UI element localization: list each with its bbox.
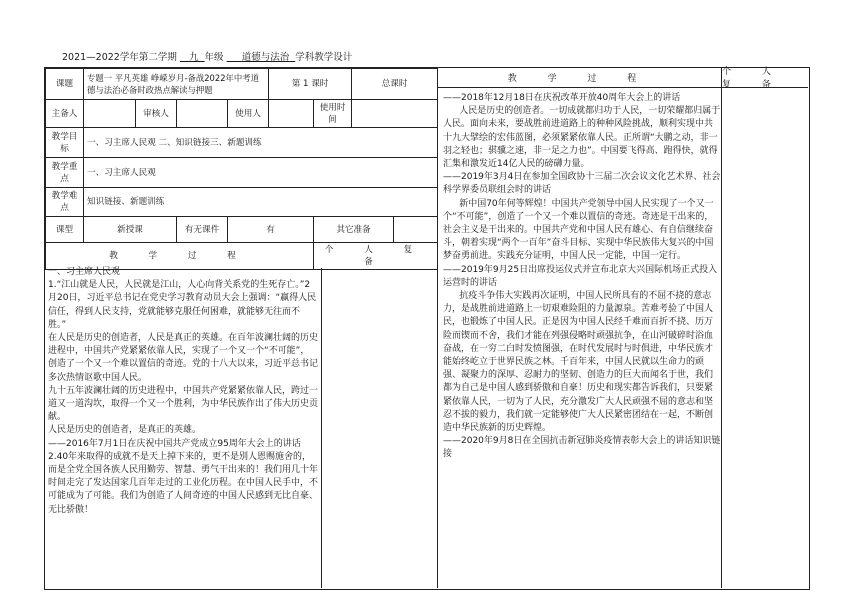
difficulty-value: 知识链接、新题训练 — [84, 188, 438, 217]
left-paragraph: 九十五年波澜壮阔的历史进程中，中国共产党紧紧依靠人民，跨过一道又一道沟坎，取得一个又一个胜利，为中华民族作出了伟大历史贡献。 — [48, 385, 318, 423]
left-process-content — [48, 266, 318, 586]
lesson-type-value: 新授课 — [84, 217, 177, 243]
document-header — [62, 52, 462, 64]
subject-value: 道德与法治 — [241, 52, 290, 63]
key-point-value: 一、习主席人民观 — [84, 158, 438, 188]
left-process-header: 教 学 过 程 — [46, 243, 314, 270]
topic-value: 专题一 平凡英雄 峥嵘岁月-备战2022年中考道德与法治必备时政热点解读与押题 — [84, 69, 269, 100]
right-header-underline — [437, 87, 808, 88]
lesson-number: 第 1 课时 — [269, 69, 352, 100]
center-divider — [437, 67, 438, 588]
key-point-label: 教学重点 — [46, 158, 84, 188]
right-review-header: 个 人 复 备 — [722, 67, 785, 90]
right-paragraph: ——2019年3月4日在参加全国政协十三届二次会议文化艺术界、社会科学界委员联组会时的讲话 — [443, 172, 721, 196]
prep-person-value — [84, 100, 136, 128]
topic-label: 课题 — [46, 69, 84, 100]
left-paragraph: 人民是历史的创造者，是真正的英雄。 — [48, 425, 202, 436]
right-paragraph: ——2020年9月8日在全国抗击新冠肺炎疫情表彰大会上的讲话知识链接 — [443, 436, 721, 460]
right-column-divider — [721, 67, 722, 588]
user-value — [269, 100, 314, 128]
use-time-label: 使用时间 — [314, 100, 352, 128]
left-paragraph: 2.40年来取得的成就不是天上掉下来的，更不是别人恩赐施舍的，而是全党全国各族人民用勤劳、智慧、勇气干出来的！我们用几十年时间走完了发达国家几百年走过的工业化历程。在中国人民手中，不可能成为了可能。我们为创造了人间奇迹的中国人民感到无比自豪、无比骄傲！ — [48, 451, 318, 515]
goal-value: 一、习主席人民观 二、知识链接三、新题训练 — [84, 128, 438, 158]
left-review-header: 个 人 复 备 — [314, 243, 438, 270]
reviewer-value — [177, 100, 228, 128]
left-paragraph: 在人民是历史的创造者，人民是真正的英雄。在百年波澜壮阔的历史进程中，中国共产党紧紧依靠人民，实现了一个又一个“不可能”，创造了一个又一个难以置信的奇迹。党的十八大以来，习近平总书记多次热情讴歌中国人民。 — [48, 333, 318, 383]
right-paragraph: 抗疫斗争伟大实践再次证明，中国人民所具有的不屈不挠的意志力，是战胜前进道路上一切艰难险阻的力量源泉。苦难考验了中国人民，也锻炼了中国人民。正是因为中国人民经千难而百折不挠、历万险而锲而不舍，我们才能在列强侵略时顽强抗争，在山河破碎时浴血奋战，在一穷二白时发愤图强，在时代发展时与时俱进，中华民族才能始终屹立于世界民族之林。千百年来，中国人民就以生命力的顽强、凝聚力的深厚、忍耐力的坚韧、创造力的巨大而闻名于世，我们都为自己是中国人感到骄傲和自豪！历史和现实都告诉我们，只要紧紧依靠人民，一切为了人民，充分激发广大人民顽强不屈的意志和坚忍不拔的毅力，我们就一定能够使广大人民紧密团结在一起，不断创造中华民族新的历史辉煌。 — [443, 291, 714, 434]
grade-label: 年级 — [204, 52, 224, 63]
grade-value: 九 — [188, 52, 199, 63]
design-label: 学科教学设计 — [295, 52, 353, 63]
lesson-type-label: 课型 — [46, 217, 84, 243]
prep-person-label: 主备人 — [46, 100, 84, 128]
other-prep-value — [394, 217, 438, 243]
reviewer-label: 审核人 — [136, 100, 177, 128]
term-label: 学年第二学期 — [119, 52, 177, 63]
other-prep-label: 其它准备 — [314, 217, 394, 243]
left-paragraph: 一、习主席人民观 — [48, 267, 121, 277]
courseware-value: 有 — [228, 217, 314, 243]
left-paragraph: 1.“江山就是人民，人民就是江山，人心向背关系党的生死存亡。”2月20日，习近平总书记在党史学习教育动员大会上强调：“赢得人民信任，得到人民支持，党就能够克服任何困难，就能够无往而不胜。” — [48, 280, 317, 330]
lesson-info-table — [45, 68, 438, 270]
right-paragraph: ——2018年12月18日在庆祝改革开放40周年大会上的讲话 — [443, 93, 681, 103]
goal-label: 教学目标 — [46, 128, 84, 158]
right-paragraph: ——2019年9月25日出席投运仪式并宣布北京大兴国际机场正式投入运营时的讲话 — [443, 264, 718, 288]
courseware-label: 有无课件 — [177, 217, 228, 243]
total-lessons-label: 总课时 — [352, 69, 438, 100]
school-year: 2021—2022 — [62, 52, 120, 63]
right-paragraph: 人民是历史的创造者。一切成就都归功于人民，一切荣耀都归属于人民。面向未来，要战胜前进道路上的种种风险挑战，顺利实现中共十九大擘绘的宏伟蓝图，必须紧紧依靠人民。正所谓“大鹏之动，非一羽之轻也；骐骥之速，非一足之力也”。中国要飞得高、跑得快，就得汇集和激发近14亿人民的磅礴力量。 — [443, 106, 721, 170]
right-process-header: 教 学 过 程 — [507, 73, 651, 84]
right-paragraph: 新中国70年何等辉煌！中国共产党领导中国人民实现了一个又一个“不可能”，创造了一个又一个难以置信的奇迹。奇迹是干出来的，社会主义是干出来的。中国共产党和中国人民有雄心、有自信继续奋斗，朝着实现“两个一百年”奋斗目标、实现中华民族伟大复兴的中国梦奋勇前进。实践充分证明，中国人民一定能，中国一定行。 — [443, 198, 714, 262]
difficulty-label: 教学难点 — [46, 188, 84, 217]
right-process-content — [443, 92, 721, 582]
use-time-value — [352, 100, 438, 128]
user-label: 使用人 — [228, 100, 269, 128]
left-column-divider — [321, 268, 322, 588]
left-paragraph: ——2016年7月1日在庆祝中国共产党成立95周年大会上的讲话 — [48, 438, 301, 449]
